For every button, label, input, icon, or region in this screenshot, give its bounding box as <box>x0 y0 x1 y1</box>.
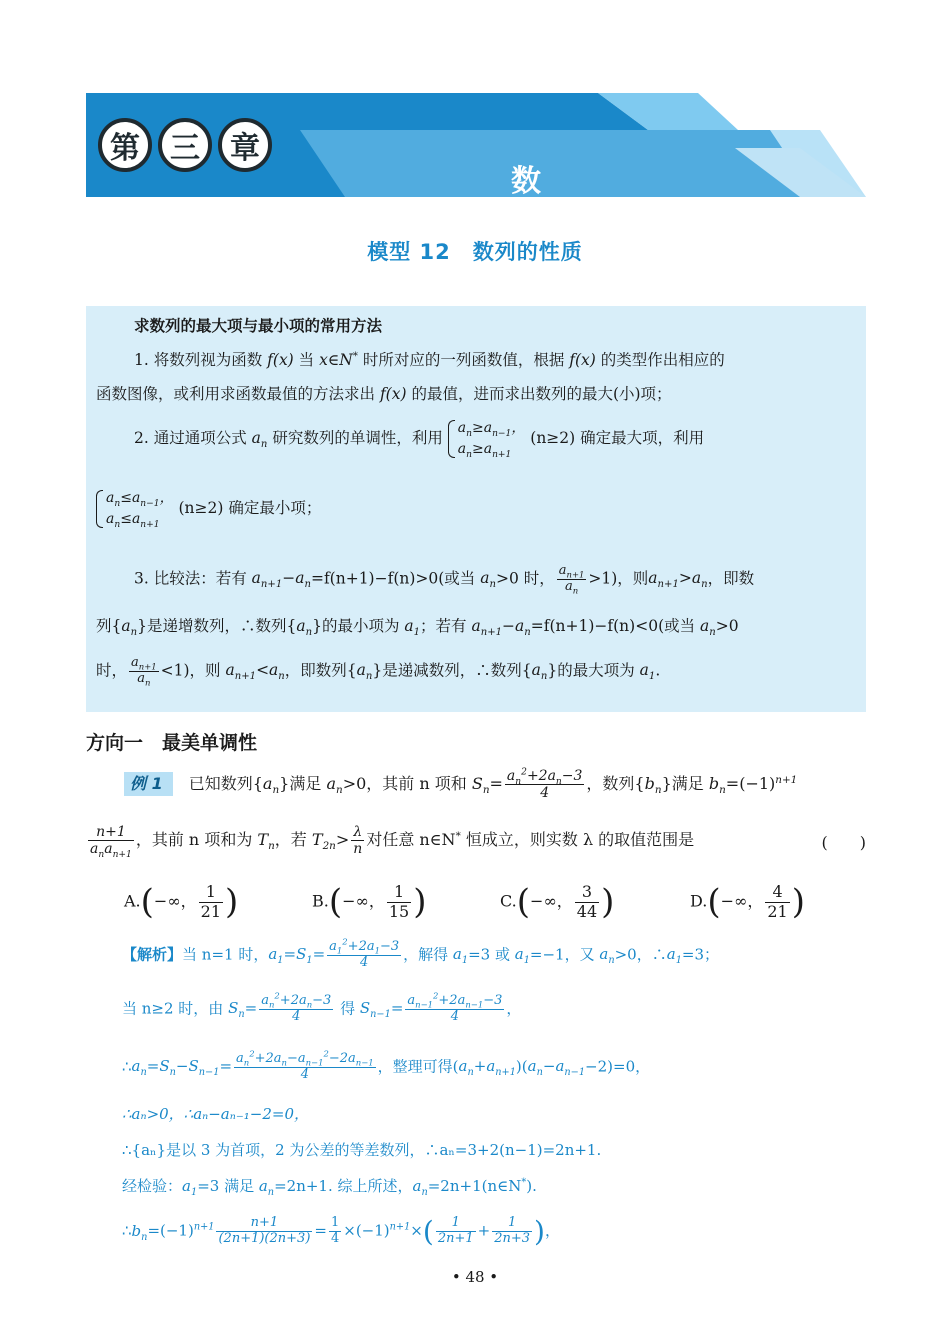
method-p3-line2: 列$\{a_n\}$是递增数列，∴数列$\{a_n\}$的最小项为 $a_1$；若有 $a_{n+1}-a_n=f(n+1)-f(n)<0$(或当 $a_n>0$ <box>96 617 739 639</box>
text: }满足 <box>661 774 709 794</box>
example-line2: $\frac{n+1}{a_na_{n+1}}$ ，其前 n 项和为 $T_n$，若 $T_{2n}>$ $\frac{\lambda}{n}$ 对任意 n∈N* 恒成立，则实数 λ 的取值范围是 ( ) <box>90 824 866 860</box>
choice-den: 21 <box>767 901 788 921</box>
text: }满足 <box>279 774 327 794</box>
text: ，即数列{ <box>284 661 357 680</box>
text: >1)，则 <box>588 569 649 588</box>
text: ). <box>526 1177 537 1195</box>
text: ，整理可得( <box>377 1057 459 1076</box>
method-p3-line1: 3. 比较法：若有 $a_{n+1}-a_n=f(n+1)-f(n)>0$(或当 $a_n>0$ 时， $\frac{a_{n+1}}{a_n}$ >1)，则$a_{n+1}>a_n$，即数 <box>134 563 755 596</box>
text: >0，∴ <box>614 945 667 964</box>
page-number: • 48 • <box>451 1268 499 1286</box>
text: }的最小项为 <box>312 617 405 635</box>
text: 1. 将数列视为函数 <box>134 351 268 369</box>
text: 恒成立，则实数 λ 的取值范围是 <box>460 830 695 850</box>
choice-num: 3 <box>581 882 593 902</box>
text: }是递增数列，∴数列{ <box>137 617 297 635</box>
solution-tag: 【解析】 <box>122 945 183 964</box>
text: −2)=0， <box>585 1057 651 1076</box>
text: 列{ <box>96 617 122 635</box>
text: 3. 比较法：若有 <box>134 569 252 588</box>
choice-label: B. <box>312 891 329 911</box>
text: 的类型作出相应的 <box>595 351 725 369</box>
chapter-char-3: 章 <box>218 118 272 172</box>
text: ×(−1) <box>343 1221 390 1240</box>
text: ∴ <box>122 1057 132 1076</box>
text: =3 或 <box>468 945 515 964</box>
choice-num: 4 <box>772 882 783 902</box>
math: f(x) <box>267 351 294 369</box>
choice-den: 21 <box>200 901 222 921</box>
choice-den: 44 <box>576 901 598 921</box>
text: 函数图像，或利用求函数最值的方法求出 <box>96 385 380 403</box>
min-condition-system: $a_n\le a_{n-1}$， $a_n\le a_{n+1}$ <box>96 488 174 530</box>
solution-line2: 当 n≥2 时，由 $S_n=$ $\frac{a_n^2+2a_n-3}{4}$ 得 $S_{n-1}=$ $\frac{a_{n-1}^2+2a_{n-1}-3}{4}$ ， <box>122 990 522 1024</box>
chapter-char-2: 三 <box>158 118 212 172</box>
text: =3； <box>681 945 720 964</box>
text: × <box>410 1221 423 1240</box>
text: 当 n=1 时， <box>182 945 269 964</box>
choice-a[interactable]: A.(−∞， $\frac{1}{21}$ ) <box>124 882 239 922</box>
choice-label: A. <box>124 891 141 911</box>
solution-line6: 经检验：$a_1=3$ 满足 $a_n=2n+1$. 综上所述，$a_n=2n+1(n\in N^*)$. <box>122 1177 537 1198</box>
text: 经检验： <box>122 1177 183 1195</box>
text: >0 时， <box>495 569 555 588</box>
math: f(x) <box>569 351 596 369</box>
method-p1-line1: 1. 将数列视为函数 f(x) 当 x∈N* 时所对应的一列函数值，根据 f(x) 的类型作出相应的 <box>134 350 725 369</box>
chapter-banner <box>0 0 950 243</box>
choice-num: 1 <box>205 882 216 902</box>
text: =3 满足 <box>197 1177 259 1195</box>
solution-line4: ∴aₙ>0，∴aₙ−aₙ₋₁−2=0， <box>122 1105 309 1123</box>
choice-label: D. <box>690 891 708 911</box>
text: 当 <box>293 351 320 369</box>
text: 时所对应的一列函数值，根据 <box>357 351 570 369</box>
text: 研究数列的单调性，利用 <box>267 429 443 447</box>
choice-d[interactable]: D.(−∞， $\frac{4}{21}$ ) <box>690 882 805 922</box>
method-p1-line2 <box>96 382 856 407</box>
text: ，即数 <box>707 569 755 588</box>
text: . <box>655 661 661 680</box>
text: (n≥2) 确定最小项； <box>178 499 322 517</box>
text: ，若 <box>274 830 312 850</box>
text: ；若有 <box>420 617 472 635</box>
text: =−1，又 <box>529 945 600 964</box>
text: =f(n+1)−f(n)>0(或当 <box>310 569 481 588</box>
text: 的最值，进而求出数列的最大(小)项； <box>406 385 672 403</box>
solution-line7: $\therefore b_n=(-1)^{n+1}$ $\frac{n+1}{(2n+1)(2n+3)}$ = $\frac{1}{4}$ $\times(-1)^{n+1}\times$( $\frac{1}{2n+1}$ + $\frac{1}{2n+3}$ )， <box>122 1215 560 1248</box>
solution-line1: 【解析】当 n=1 时，$a_1=S_1=$ $\frac{a_1^2+2a_1-3}{4}$ ，解得 $a_1=3$ 或 $a_1=-1$，又 $a_n>0$，$\therefore a_1=3$； <box>122 936 720 970</box>
solution-line3: $\therefore a_n=S_n-S_{n-1}=$ $\frac{a_n^2+2a_n-a_{n-1}^2-2a_{n-1}}{4}$ ，整理可得$(a_n+a_{n+1})(a_n-a_{n-1}-2)=0$， <box>122 1048 651 1082</box>
text: >0 <box>715 617 739 635</box>
chapter-char-1: 第 <box>98 118 152 172</box>
text: (n≥2) 确定最大项，利用 <box>530 429 705 447</box>
example-line1: 例 1 已知数列$\{a_n\}$满足 $a_n>0$，其前 n 项和 $S_n=$ $\frac{a_n^2+2a_n-3}{4}$ ，数列$\{b_n\}$满足 $b_n=(-1)^{n+1}$ <box>124 768 864 801</box>
choice-b[interactable]: B.(−∞， $\frac{1}{15}$ ) <box>312 882 427 922</box>
chapter-title: 数 列 <box>511 164 627 243</box>
text: =f(n+1)−f(n)<0(或当 <box>530 617 701 635</box>
text: 当 n≥2 时，由 <box>122 999 229 1018</box>
text: =(−1) <box>147 1221 194 1240</box>
method-p3-line3: 时， $\frac{a_{n+1}}{a_n}$ <1)，则 $a_{n+1}<a_n$，即数列$\{a_n\}$是递减数列，∴数列$\{a_n\}$的最大项为 $a_1$. <box>96 655 661 688</box>
text: >0，其前 n 项和 <box>342 774 472 794</box>
math: f(x) <box>379 385 407 403</box>
text: =2n+1(n∈N <box>427 1177 522 1195</box>
text: }是递减数列，∴数列{ <box>372 661 532 680</box>
text: <1)，则 <box>160 661 226 680</box>
model-title: 模型 12 数列的性质 <box>367 240 583 264</box>
direction-heading: 方向一 最美单调性 <box>86 732 258 754</box>
method-p2-line1: 2. 通过通项公式 $a_n$ 研究数列的单调性，利用 $a_n\ge a_{n-1}$， $a_n\ge a_{n+1}$ (n≥2) 确定最大项，利用 <box>134 420 705 460</box>
text: 2. 通过通项公式 <box>134 429 252 447</box>
text: =2n+1. 综上所述， <box>274 1177 413 1195</box>
text: ∴ <box>122 1221 132 1240</box>
text: ， <box>506 999 522 1018</box>
text: 对任意 n∈N <box>366 830 456 850</box>
text: ， <box>544 1221 560 1240</box>
example-label: 例 1 <box>124 772 173 796</box>
max-condition-system: $a_n\ge a_{n-1}$， $a_n\ge a_{n+1}$ <box>448 418 526 460</box>
choice-c[interactable]: C.(−∞， $\frac{3}{44}$ ) <box>500 882 615 922</box>
text: 已知数列{ <box>188 774 263 794</box>
choice-den: 15 <box>388 901 410 921</box>
answer-parentheses: ( ) <box>821 833 866 852</box>
method-heading-text: 求数列的最大项与最小项的常用方法 <box>134 317 383 335</box>
text: ，解得 <box>403 945 453 964</box>
text: ，其前 n 项和为 <box>135 830 258 850</box>
math: x∈N <box>319 351 353 369</box>
choice-label: C. <box>500 891 517 911</box>
solution-line5: ∴{aₙ}是以 3 为首项，2 为公差的等差数列，∴aₙ=3+2(n−1)=2n+1. <box>122 1141 602 1159</box>
text: 得 <box>335 999 360 1018</box>
method-heading <box>134 314 856 339</box>
text: }的最大项为 <box>547 661 640 680</box>
text: )( <box>515 1057 528 1076</box>
choice-num: 1 <box>393 882 405 902</box>
text: ，数列{ <box>586 774 645 794</box>
text: 时， <box>96 661 128 680</box>
text: =(−1) <box>725 774 776 794</box>
method-box <box>86 306 866 712</box>
method-p2-line2 <box>96 488 856 530</box>
